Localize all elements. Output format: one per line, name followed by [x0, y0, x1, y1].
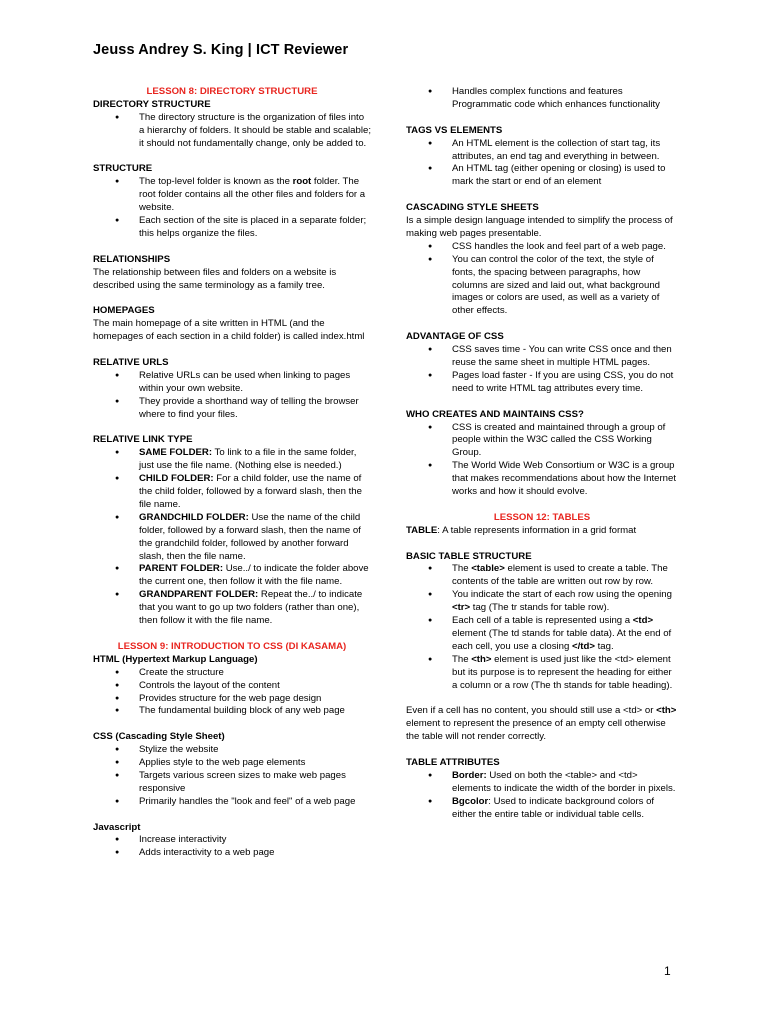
section-heading-html-hypertext-markup-language: HTML (Hypertext Markup Language): [93, 653, 258, 665]
section-heading-homepages: HOMEPAGES: [93, 305, 155, 317]
bullet-list: [93, 176, 371, 241]
text-run: tag.: [594, 640, 614, 652]
spacer: [93, 422, 371, 435]
list-item: [406, 422, 678, 461]
section-heading-advantage-of-css: ADVANTAGE OF CSS: [406, 331, 504, 343]
section-heading-cascading-style-sheets: CASCADING STYLE SHEETS: [406, 202, 539, 214]
section-heading-relationships: RELATIONSHIPS: [93, 253, 171, 265]
text-run: They provide a shorthand way of telling the browser where to find your files.: [139, 395, 359, 420]
list-item: [406, 770, 678, 796]
text-run: CSS saves time - You can write CSS once and then reuse the same sheet in multiple HTML pages.: [452, 344, 672, 368]
list-item: [93, 667, 371, 680]
section-heading-structure: STRUCTURE: [93, 163, 153, 175]
text-run: Increase interactivity: [139, 834, 227, 846]
list-item: [93, 757, 371, 770]
spacer: [93, 344, 371, 357]
text-run: The top-level folder is known as the: [139, 176, 293, 188]
text-run: Create the structure: [139, 666, 224, 678]
bullet-list: [93, 834, 371, 860]
text-run: The: [452, 563, 472, 575]
list-item: [406, 344, 678, 370]
list-item: [93, 796, 371, 809]
list-item: [93, 705, 371, 718]
text-run: An HTML element is the collection of start tag, its attributes, an end tag and everything in between.: [452, 137, 661, 162]
text-run: Use the name of the child folder, followed by a forward slash, then the name of the grandchild folder, followed by another forward slash, then the file name.: [139, 511, 361, 562]
list-item: [93, 473, 371, 512]
bullet-list: [93, 370, 371, 422]
list-item: [406, 254, 678, 319]
section-heading-relative-urls: RELATIVE URLS: [93, 356, 169, 368]
lesson-title: LESSON 9: INTRODUCTION TO CSS (DI KASAMA): [117, 640, 347, 652]
list-item: [406, 589, 678, 615]
bullet-list: [93, 744, 371, 809]
spacer: [406, 744, 678, 757]
bullet-list: [93, 447, 371, 628]
list-item: [406, 654, 678, 693]
list-item: [93, 744, 371, 757]
list-item: [406, 460, 678, 499]
spacer: [406, 189, 678, 202]
spacer: [93, 241, 371, 254]
bullet-list: [406, 344, 678, 396]
text-run: Each section of the site is placed in a separate folder; this helps organize the files.: [139, 215, 367, 239]
spacer: [406, 318, 678, 331]
section-heading-directory-structure: DIRECTORY STRUCTURE: [93, 98, 211, 110]
section-heading-javascript: Javascript: [93, 821, 141, 833]
list-item: [93, 770, 371, 796]
bold-text: root: [292, 176, 312, 188]
list-item: [93, 176, 371, 215]
text-run: Each cell of a table is represented using a: [452, 615, 633, 627]
spacer: [93, 292, 371, 305]
page-title: Jeuss Andrey S. King | ICT Reviewer: [93, 42, 349, 58]
bullet-list: [93, 667, 371, 719]
spacer: [93, 151, 371, 164]
spacer: [406, 538, 678, 551]
text-run: element is used to create a table. The contents of the table are written out row by row.: [452, 563, 668, 588]
section-heading-relative-link-type: RELATIVE LINK TYPE: [93, 434, 193, 446]
list-item: [406, 615, 678, 654]
bold-text: <th>: [471, 653, 492, 665]
text-run: The directory structure is the organization of files into a hierarchy of folders. It should be stable and scalable; it should not fundamentally change, only be added to.: [139, 111, 371, 149]
list-item: [93, 847, 371, 860]
list-item: [406, 163, 678, 189]
page-number: 1: [664, 964, 671, 978]
spacer: [406, 112, 678, 125]
lesson-title: LESSON 12: TABLES: [493, 511, 591, 523]
spacer: [93, 809, 371, 822]
text-run: Use../ to indicate the folder above the current one, then follow it with the file name.: [139, 563, 369, 588]
text-run: Handles complex functions and features Programmatic code which enhances functionality: [452, 86, 660, 110]
text-run: An HTML tag (either opening or closing) is used to mark the start or end of an element: [452, 163, 666, 188]
list-item: [93, 589, 371, 628]
right-column: [406, 86, 678, 822]
section-heading-tags-vs-elements: TAGS VS ELEMENTS: [406, 124, 503, 136]
list-item: [406, 796, 678, 822]
bullet-list: [406, 86, 678, 112]
list-item: [406, 86, 678, 112]
paragraph: Is a simple design language intended to simplify the process of making web pages presentable.: [406, 215, 673, 239]
spacer: [93, 718, 371, 731]
bold-text: <td>: [632, 615, 654, 627]
paragraph: The main homepage of a site written in HTML (and the homepages of each section in a child folder) is called index.html: [93, 318, 365, 343]
bullet-list: [406, 563, 678, 692]
bold-text: <table>: [471, 563, 505, 575]
text-run: folder. The root folder contains all the other files and folders for a website.: [139, 176, 366, 214]
text-run: Repeat the../ to indicate that you want to go up two folders (rather than one), then follow it with the file name.: [139, 589, 363, 627]
bullet-list: [406, 770, 678, 822]
text-run: tag (The tr stands for table row).: [470, 602, 610, 614]
text-run: Used on both the <table> and <td> elements to indicate the width of the border in pixels.: [452, 769, 676, 794]
text-run: CSS handles the look and feel part of a web page.: [452, 240, 666, 252]
text-run: You can control the color of the text, the style of fonts, the spacing between paragraphs, how columns are sized and laid out, what background images or colors are used, as well as a variety of other effects.: [452, 253, 660, 317]
text-run: Even if a cell has no content, you should still use a <td> or: [406, 705, 657, 717]
text-run: : A table represents information in a grid format: [437, 524, 637, 536]
bold-text: Border:: [452, 769, 487, 781]
text-run: Adds interactivity to a web page: [139, 847, 275, 859]
text-run: element is used just like the <td> element but its purpose is to represent the heading for either a column or a row (The th stands for table heading).: [452, 653, 673, 691]
text-run: Stylize the website: [139, 744, 219, 756]
paragraph: [406, 705, 678, 744]
text-run: Relative URLs can be used when linking to pages within your own website.: [139, 369, 351, 394]
text-run: The: [452, 653, 472, 665]
left-column: [93, 86, 371, 860]
section-heading-basic-table-structure: BASIC TABLE STRUCTURE: [406, 550, 532, 562]
bold-text: <th>: [656, 705, 677, 717]
bold-text: SAME FOLDER:: [139, 447, 213, 459]
list-item: [93, 112, 371, 151]
section-heading-who-creates-and-maintains-css: WHO CREATES AND MAINTAINS CSS?: [406, 408, 584, 420]
paragraph: [406, 525, 678, 538]
list-item: [406, 138, 678, 164]
text-run: To link to a file in the same folder, just use the file name. (Nothing else is needed.): [139, 447, 357, 472]
lesson-title: LESSON 8: DIRECTORY STRUCTURE: [146, 86, 318, 97]
list-item: [406, 370, 678, 396]
text-run: The World Wide Web Consortium or W3C is a group that makes recommendations about how the Internet works and how it should evolve.: [452, 460, 676, 498]
bold-text: GRANDCHILD FOLDER:: [139, 511, 249, 523]
list-item: [93, 834, 371, 847]
list-item: [406, 563, 678, 589]
list-item: [93, 693, 371, 706]
bold-text: </td>: [572, 640, 595, 652]
text-run: The fundamental building block of any web page: [139, 705, 345, 717]
paragraph: The relationship between files and folders on a website is described using the same terminology as a family tree.: [93, 266, 337, 291]
text-run: You indicate the start of each row using the opening: [452, 589, 672, 601]
list-item: [93, 447, 371, 473]
spacer: [93, 628, 371, 641]
text-run: Provides structure for the web page design: [139, 692, 322, 704]
text-run: element (The td stands for table data). At the end of each cell, you use a closing: [452, 627, 672, 652]
bold-text: GRANDPARENT FOLDER:: [139, 589, 259, 601]
text-run: Pages load faster - If you are using CSS, you do not need to write HTML tag attributes every time.: [452, 369, 674, 394]
spacer: [406, 499, 678, 512]
text-run: : Used to indicate background colors of either the entire table or individual table cells.: [452, 795, 655, 820]
text-run: Primarily handles the "look and feel" of a web page: [139, 795, 356, 807]
bullet-list: [93, 112, 371, 151]
section-heading-table-attributes: TABLE ATTRIBUTES: [406, 757, 500, 768]
text-run: Applies style to the web page elements: [139, 757, 306, 769]
list-item: [93, 396, 371, 422]
bold-text: Bgcolor: [452, 795, 489, 807]
bullet-list: [406, 422, 678, 499]
list-item: [406, 241, 678, 254]
bullet-list: [406, 138, 678, 190]
spacer: [406, 693, 678, 706]
bold-text: CHILD FOLDER:: [139, 473, 214, 485]
bullet-list: [406, 241, 678, 318]
text-run: CSS is created and maintained through a group of people within the W3C called the CSS Working Group.: [452, 421, 666, 459]
list-item: [93, 512, 371, 564]
bold-text: <tr>: [452, 602, 471, 614]
bold-text: PARENT FOLDER:: [139, 563, 224, 575]
list-item: [93, 680, 371, 693]
text-run: For a child folder, use the name of the child folder, followed by a forward slash, then the file name.: [139, 473, 362, 510]
text-run: element to represent the presence of an empty cell otherwise the table will not render correctly.: [406, 718, 666, 743]
list-item: [93, 215, 371, 241]
section-heading-css-cascading-style-sheet: CSS (Cascading Style Sheet): [93, 731, 225, 743]
list-item: [93, 370, 371, 396]
text-run: Controls the layout of the content: [139, 679, 280, 691]
spacer: [406, 396, 678, 409]
text-run: Targets various screen sizes to make web pages responsive: [139, 769, 346, 794]
list-item: [93, 563, 371, 589]
bold-text: TABLE: [406, 524, 438, 536]
